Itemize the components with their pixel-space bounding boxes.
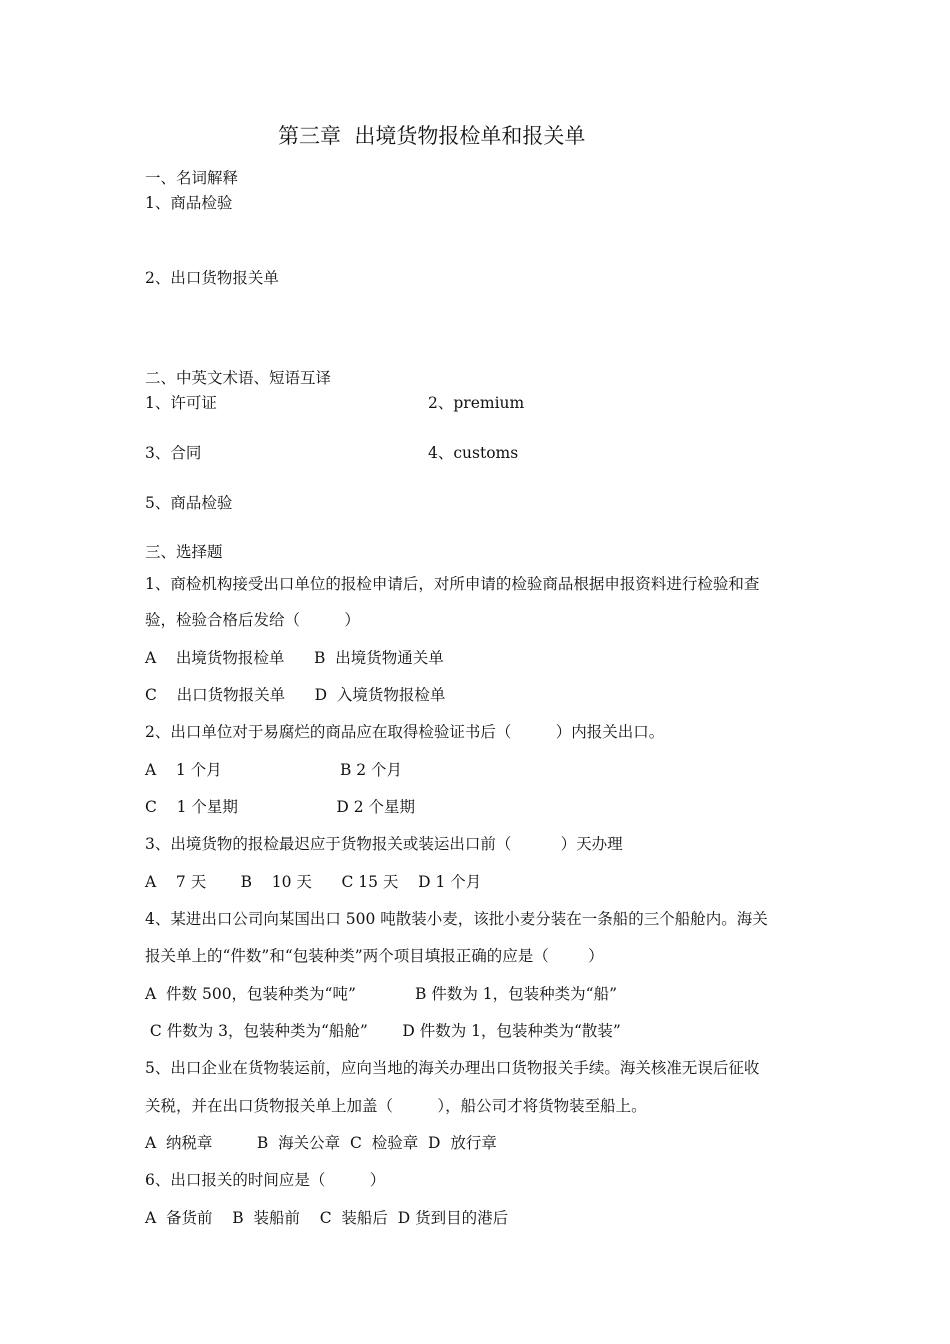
- translation-item: 2、premium: [428, 394, 525, 412]
- question-text: 5、出口企业在货物装运前，应向当地的海关办理出口货物报关手续。海关核准无误后征收: [145, 1059, 760, 1077]
- question-options: A 1 个月 B 2 个月: [145, 761, 403, 779]
- section-heading-choice: 三、选择题: [145, 543, 223, 561]
- translation-item: 4、customs: [428, 444, 519, 462]
- question-text: 1、商检机构接受出口单位的报检申请后，对所申请的检验商品根据申报资料进行检验和查: [145, 575, 760, 593]
- question-text: 2、出口单位对于易腐烂的商品应在取得检验证书后（ ）内报关出口。: [145, 723, 665, 741]
- question-text: 验，检验合格后发给（ ）: [145, 611, 360, 629]
- section-heading-translation: 二、中英文术语、短语互译: [145, 369, 332, 387]
- question-options: A 件数 500，包装种类为“吨” B 件数为 1，包装种类为“船”: [145, 985, 617, 1003]
- translation-item: 1、许可证: [145, 394, 217, 412]
- question-options: A 7 天 B 10 天 C 15 天 D 1 个月: [145, 873, 482, 891]
- section-heading-terms: 一、名词解释: [145, 169, 239, 187]
- question-options: A 备货前 B 装船前 C 装船后 D 货到目的港后: [145, 1209, 509, 1227]
- question-options: A 出境货物报检单 B 出境货物通关单: [145, 649, 444, 667]
- page-title: 第三章 出境货物报检单和报关单: [278, 124, 586, 148]
- question-text: 6、出口报关的时间应是（ ）: [145, 1171, 386, 1189]
- question-text: 4、某进出口公司向某国出口 500 吨散装小麦，该批小麦分装在一条船的三个船舱内。海关: [145, 910, 768, 928]
- translation-item: 5、商品检验: [145, 494, 233, 512]
- question-text: 报关单上的“件数”和“包装种类”两个项目填报正确的应是（ ）: [145, 947, 604, 965]
- question-options: C 出口货物报关单 D 入境货物报检单: [145, 686, 446, 704]
- term-item: 2、出口货物报关单: [145, 269, 279, 287]
- question-text: 3、出境货物的报检最迟应于货物报关或装运出口前（ ）天办理: [145, 835, 623, 853]
- translation-item: 3、合同: [145, 444, 202, 462]
- question-options: A 纳税章 B 海关公章 C 检验章 D 放行章: [145, 1134, 497, 1152]
- term-item: 1、商品检验: [145, 194, 233, 212]
- question-options: C 件数为 3，包装种类为“船舱” D 件数为 1，包装种类为“散装”: [145, 1022, 621, 1040]
- question-options: C 1 个星期 D 2 个星期: [145, 798, 416, 816]
- question-text: 关税，并在出口货物报关单上加盖（ ），船公司才将货物装至船上。: [145, 1097, 647, 1115]
